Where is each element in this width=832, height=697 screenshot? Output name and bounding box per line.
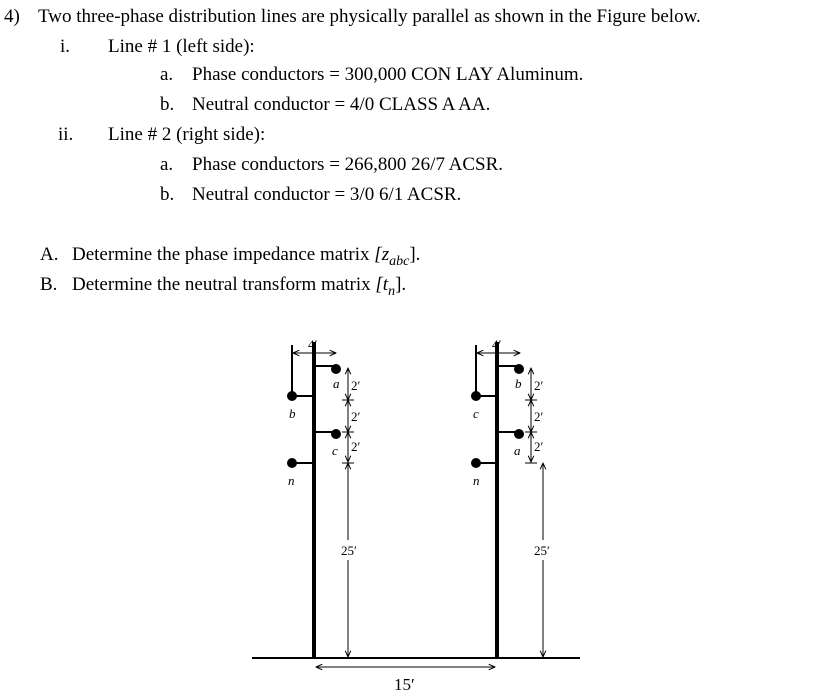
right-conductor-c xyxy=(471,391,481,401)
right-crossarm-dim-label: 4′ xyxy=(492,337,502,352)
line2-index: ii. xyxy=(58,124,74,145)
left-conductor-c xyxy=(331,429,341,439)
left-spacing-3: 2′ xyxy=(351,439,361,454)
line2-b-marker: b. xyxy=(160,184,175,205)
task-a-math: [z xyxy=(374,244,390,265)
left-crossarm-dim-label: 4′ xyxy=(308,337,318,352)
left-spacing-1: 2′ xyxy=(351,378,361,393)
task-b-marker: B. xyxy=(40,274,58,295)
line1-phase-conductors: Phase conductors = 300,000 CON LAY Aluminum. xyxy=(192,64,584,85)
task-a-close: ]. xyxy=(409,244,421,265)
left-label-b: b xyxy=(289,406,296,421)
line1-title: Line # 1 (left side): xyxy=(108,36,255,57)
left-label-c: c xyxy=(332,443,338,458)
right-pole xyxy=(471,337,554,658)
right-spacing-2: 2′ xyxy=(534,409,544,424)
right-spacing-3: 2′ xyxy=(534,439,544,454)
left-label-n: n xyxy=(288,473,295,488)
task-a-text: Determine the phase impedance matrix xyxy=(72,244,370,265)
right-height-label: 25′ xyxy=(534,543,550,558)
task-b-close: ]. xyxy=(395,274,407,295)
right-label-c: c xyxy=(473,406,479,421)
task-b-math: [t xyxy=(375,274,389,295)
task-b-text: Determine the neutral transform matrix xyxy=(72,274,371,295)
line2-a-marker: a. xyxy=(160,154,174,175)
task-a-subscript: abc xyxy=(389,253,410,269)
right-conductor-b xyxy=(514,364,524,374)
left-pole xyxy=(287,337,361,658)
left-height-label: 25′ xyxy=(341,543,357,558)
line1-b-marker: b. xyxy=(160,94,175,115)
left-conductor-n xyxy=(287,458,297,468)
left-label-a: a xyxy=(333,376,340,391)
task-b-subscript: n xyxy=(388,283,396,299)
problem-number: 4) xyxy=(4,6,20,27)
task-a-marker: A. xyxy=(40,244,59,265)
right-label-b: b xyxy=(515,376,522,391)
left-spacing-2: 2′ xyxy=(351,409,361,424)
right-label-n: n xyxy=(473,473,480,488)
line2-title: Line # 2 (right side): xyxy=(108,124,266,145)
line1-a-marker: a. xyxy=(160,64,174,85)
left-conductor-b xyxy=(287,391,297,401)
right-conductor-n xyxy=(471,458,481,468)
problem-text: Two three-phase distribution lines are physically parallel as shown in the Figure below. xyxy=(38,6,701,27)
right-conductor-a xyxy=(514,429,524,439)
line2-neutral-conductor: Neutral conductor = 3/0 6/1 ACSR. xyxy=(192,184,462,205)
right-label-a: a xyxy=(514,443,521,458)
pole-separation-label: 15′ xyxy=(394,675,415,694)
right-spacing-1: 2′ xyxy=(534,378,544,393)
line1-index: i. xyxy=(60,36,71,57)
left-conductor-a xyxy=(331,364,341,374)
line1-neutral-conductor: Neutral conductor = 4/0 CLASS A AA. xyxy=(192,94,491,115)
line2-phase-conductors: Phase conductors = 266,800 26/7 ACSR. xyxy=(192,154,504,175)
